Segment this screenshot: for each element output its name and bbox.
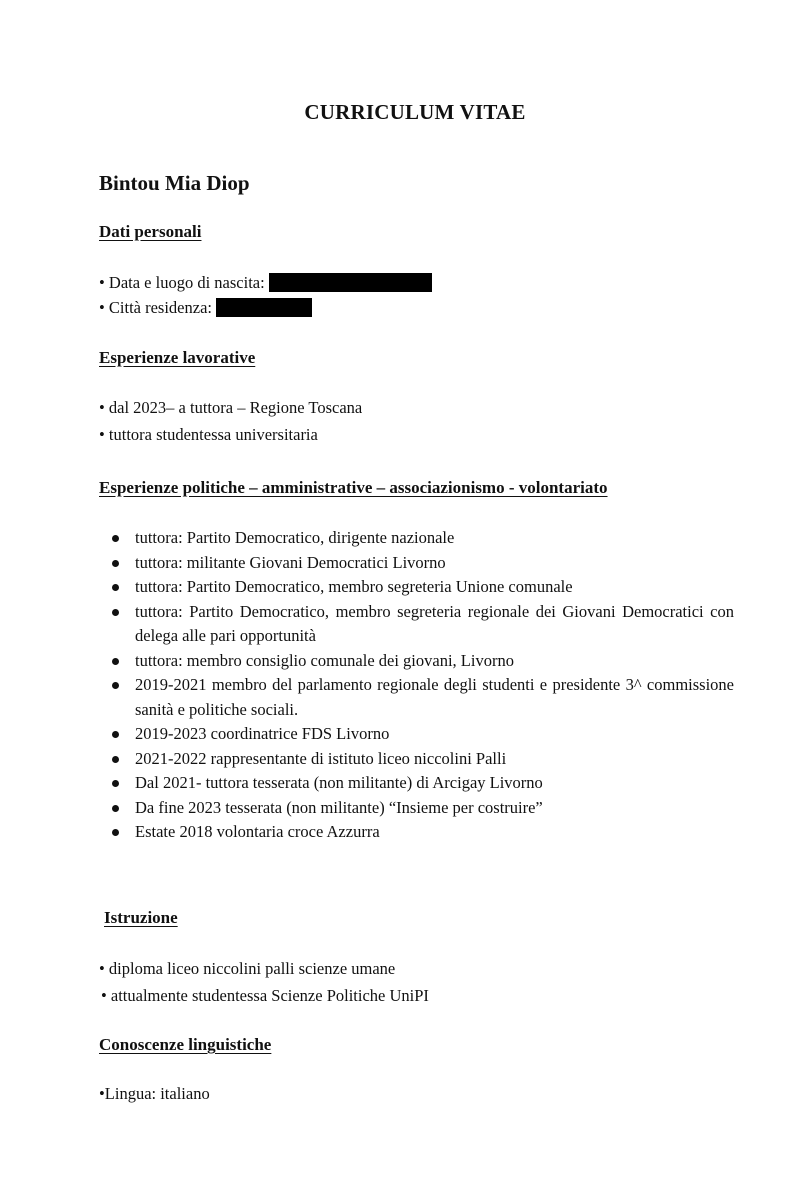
section-heading-education: Istruzione [104, 908, 178, 927]
bullet-icon [112, 682, 119, 689]
language-item: •Lingua: italiano [99, 1084, 210, 1103]
bullet-icon [112, 780, 119, 787]
section-heading-political: Esperienze politiche – amministrative – associazionismo - volontariato [99, 478, 608, 497]
bullet-icon [112, 560, 119, 567]
political-list-item: tuttora: Partito Democratico, membro segreteria Unione comunale [112, 575, 734, 600]
bullet-icon [112, 609, 119, 616]
political-list-item: tuttora: Partito Democratico, membro segreteria regionale dei Giovani Democratici con delega alle pari opportunità [112, 600, 734, 649]
political-list-item: Estate 2018 volontaria croce Azzurra [112, 820, 734, 845]
section-heading-personal: Dati personali [99, 222, 202, 241]
work-item: • tuttora studentessa universitaria [99, 425, 318, 444]
birth-label: • Data e luogo di nascita: [99, 273, 265, 292]
bullet-icon [112, 584, 119, 591]
political-experience-list [112, 526, 734, 845]
bullet-icon [112, 756, 119, 763]
political-list-item: tuttora: Partito Democratico, dirigente nazionale [112, 526, 734, 551]
bullet-icon [112, 658, 119, 665]
education-item: • diploma liceo niccolini palli scienze umane [99, 959, 396, 978]
bullet-icon [112, 731, 119, 738]
political-list-item: 2019-2021 membro del parlamento regionale degli studenti e presidente 3^ commissione sanità e politiche sociali. [112, 673, 734, 722]
bullet-icon [112, 805, 119, 812]
birth-info-line [99, 273, 432, 293]
redacted-birth-block [269, 273, 432, 292]
political-list-item: Dal 2021- tuttora tesserata (non militante) di Arcigay Livorno [112, 771, 734, 796]
residence-label: • Città residenza: [99, 298, 212, 317]
political-list-item: tuttora: militante Giovani Democratici Livorno [112, 551, 734, 576]
political-list-item: tuttora: membro consiglio comunale dei giovani, Livorno [112, 649, 734, 674]
section-heading-languages: Conoscenze linguistiche [99, 1035, 272, 1054]
document-title: CURRICULUM VITAE [304, 100, 526, 124]
residence-info-line [99, 298, 312, 318]
political-list-item: Da fine 2023 tesserata (non militante) “Insieme per costruire” [112, 796, 734, 821]
candidate-name: Bintou Mia Diop [99, 171, 250, 195]
bullet-icon [112, 535, 119, 542]
section-heading-work: Esperienze lavorative [99, 348, 256, 367]
education-item: • attualmente studentessa Scienze Politiche UniPI [101, 986, 429, 1005]
redacted-residence-block [216, 298, 312, 317]
work-item: • dal 2023– a tuttora – Regione Toscana [99, 398, 363, 417]
political-list-item: 2019-2023 coordinatrice FDS Livorno [112, 722, 734, 747]
bullet-icon [112, 829, 119, 836]
political-list-item: 2021-2022 rappresentante di istituto liceo niccolini Palli [112, 747, 734, 772]
